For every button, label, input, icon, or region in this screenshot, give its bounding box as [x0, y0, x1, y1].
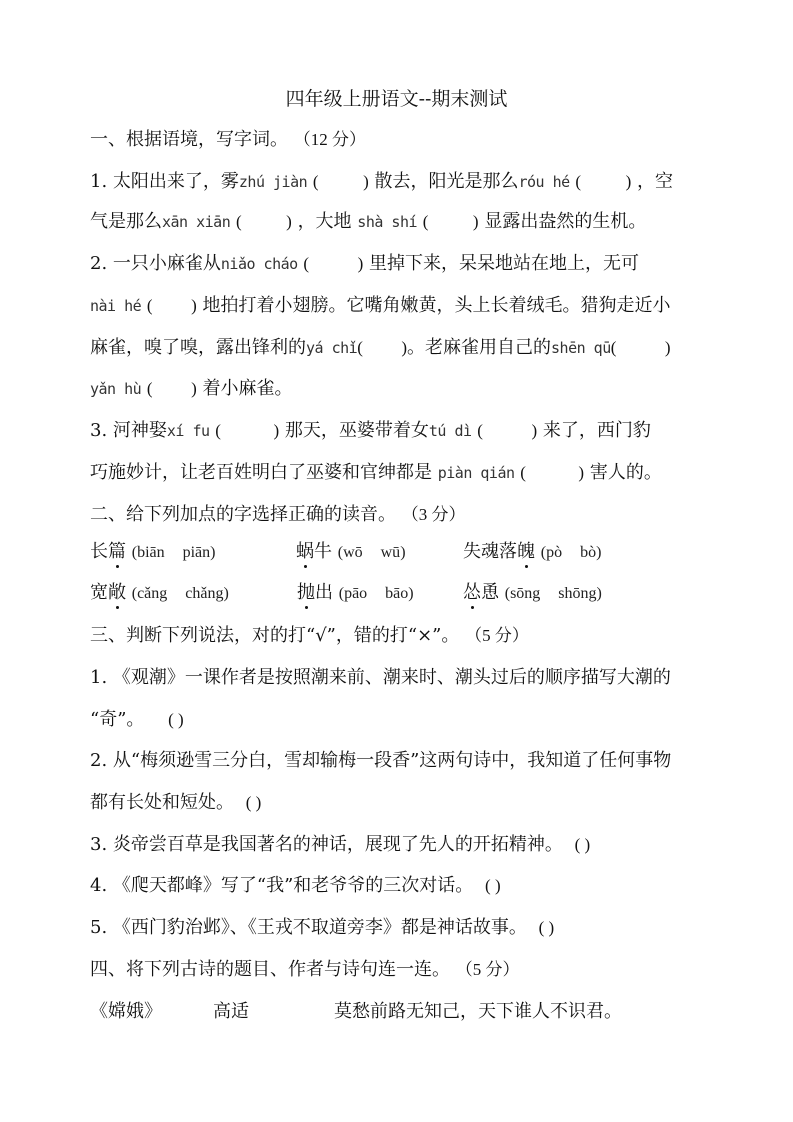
section-1-heading — [90, 128, 366, 152]
text: 麻雀，嗅了嗅，露出锋利的 — [90, 337, 306, 358]
answer-blank[interactable]: ( ) — [520, 463, 585, 482]
section-heading-text: 四、将下列古诗的题目、作者与诗句连一连。 — [90, 959, 450, 980]
pinyin: shēn qū — [551, 339, 611, 357]
answer-blank[interactable]: ( ) — [422, 212, 479, 231]
pinyin-options: (biān piān) — [131, 544, 216, 561]
pinyin-options: (sōng shōng) — [504, 585, 602, 602]
statement-text: 3. 炎帝尝百草是我国著名的神话，展现了先人的开拓精神。 — [90, 834, 563, 855]
dotted-char: 敞 — [108, 582, 126, 603]
pronunciation-item — [296, 540, 406, 565]
answer-blank[interactable]: ( ) — [312, 172, 369, 191]
pinyin-option[interactable]: chǎng — [185, 585, 224, 602]
text: 来了，西门豹 — [542, 420, 651, 441]
pinyin: piàn qián — [437, 464, 515, 482]
page-title: 四年级上册语文--期末测试 — [285, 88, 508, 110]
pinyin-option[interactable]: biān — [137, 544, 165, 561]
pinyin: zhú jiàn — [238, 173, 308, 191]
pronunciation-item — [90, 540, 215, 565]
q3-line-1 — [90, 419, 651, 443]
word: 恿 — [481, 582, 499, 603]
pinyin-option[interactable]: wō — [343, 544, 363, 561]
word: 宽 — [90, 582, 108, 603]
section-score: （3 分） — [401, 505, 466, 524]
answer-blank[interactable]: ( ) — [477, 421, 538, 440]
section-heading-text: 三、判断下列说法，对的打“√”，错的打“×”。 — [90, 625, 460, 646]
pronunciation-item — [297, 581, 414, 606]
pinyin-option[interactable]: bāo — [385, 585, 409, 602]
pinyin: yá chǐ — [306, 339, 358, 357]
judgement-item-2-line-1 — [90, 749, 671, 773]
pinyin: niǎo cháo — [220, 255, 298, 273]
poem-verse[interactable]: 莫愁前路无知己，天下谁人不识君。 — [334, 1001, 622, 1022]
dotted-char: 篇 — [108, 541, 126, 562]
q2-line-3 — [90, 336, 671, 360]
q1-line-2 — [90, 210, 646, 234]
judgement-item-2-line-2 — [90, 791, 261, 815]
answer-blank[interactable]: ( ) — [146, 296, 197, 315]
section-score: （5 分） — [465, 626, 529, 645]
pinyin-option[interactable]: bò — [580, 544, 597, 561]
section-2-heading — [90, 503, 465, 527]
pinyin-option[interactable]: cǎng — [137, 585, 168, 602]
pinyin: tú dì — [428, 422, 472, 440]
judgement-item-3 — [90, 833, 590, 857]
answer-paren[interactable]: ( ) — [538, 918, 555, 937]
pinyin: róu hé — [518, 173, 570, 191]
answer-paren[interactable]: ( ) — [168, 710, 184, 729]
text: 着小麻雀。 — [202, 378, 293, 399]
answer-blank[interactable]: ( ) — [215, 421, 280, 440]
q2-line-4 — [90, 377, 293, 401]
text: 气是那么 — [90, 211, 162, 232]
judgement-item-4 — [90, 874, 501, 898]
answer-blank[interactable]: ( ) — [357, 338, 408, 357]
answer-blank[interactable]: ( ) — [146, 379, 197, 398]
section-3-heading — [90, 624, 529, 648]
pinyin: nài hé — [90, 297, 142, 315]
answer-paren[interactable]: ( ) — [574, 835, 591, 854]
answer-blank[interactable]: ( ) — [575, 172, 632, 191]
pinyin-option[interactable]: sōng — [510, 585, 541, 602]
text: ，空 — [636, 171, 673, 192]
section-score: （5 分） — [455, 960, 520, 979]
pinyin-option[interactable]: pāo — [344, 585, 368, 602]
q2-line-1 — [90, 252, 639, 276]
text: 里掉下来，呆呆地站在地上，无可 — [369, 253, 639, 274]
statement-text: 5. 《西门豹治邺》、《王戎不取道旁李》都是神话故事。 — [90, 917, 527, 938]
pinyin-option[interactable]: wū — [380, 544, 401, 561]
answer-blank[interactable]: ( ) — [235, 212, 292, 231]
judgement-item-1-line-2 — [90, 708, 184, 732]
section-score: （12 分） — [293, 130, 366, 149]
pinyin-option[interactable]: shōng — [558, 585, 597, 602]
dotted-char: 魄 — [517, 541, 535, 562]
pinyin: yǎn hù — [90, 380, 142, 398]
dotted-char: 抛 — [297, 582, 315, 603]
statement-text: 都有长处和短处。 — [90, 792, 234, 813]
q3-line-2 — [90, 461, 662, 485]
text: ，大地 — [297, 211, 352, 232]
poem-title[interactable]: 《嫦娥》 — [90, 1001, 162, 1022]
pinyin-option[interactable]: piān — [182, 544, 211, 561]
text: 巧施妙计，让老百姓明白了巫婆和官绅都是 — [90, 462, 432, 483]
q2-line-2 — [90, 294, 671, 318]
pronunciation-item — [463, 540, 601, 565]
text: 那天，巫婆带着女 — [284, 420, 429, 441]
text: 散去，阳光是那么 — [374, 171, 519, 192]
judgement-item-5 — [90, 916, 554, 940]
statement-text: 4. 《爬天都峰》写了“我”和老爷爷的三次对话。 — [90, 875, 474, 896]
statement-text: 2. 从“梅须逊雪三分白，雪却输梅一段香”这两句诗中，我知道了任何事物 — [90, 750, 672, 771]
pinyin-options: (wō wū) — [337, 544, 406, 561]
q1-line-1 — [90, 170, 673, 194]
pinyin: shà shí — [357, 213, 418, 231]
word: 出 — [315, 582, 333, 603]
pinyin-options: (pò bò) — [540, 544, 602, 561]
text: 。老麻雀用自己的 — [407, 337, 552, 358]
judgement-item-1-line-1 — [90, 666, 671, 690]
pinyin: xān xiān — [162, 213, 231, 231]
section-4-heading — [90, 958, 519, 982]
pinyin-options: (cǎng chǎng) — [131, 585, 229, 602]
word: 失魂落 — [463, 541, 517, 562]
pronunciation-item — [90, 581, 229, 606]
text: 1. 太阳出来了，雾 — [90, 171, 239, 192]
text: 害人的。 — [589, 462, 662, 483]
pinyin-option[interactable]: pò — [546, 544, 563, 561]
answer-paren[interactable]: ( ) — [245, 793, 262, 812]
dotted-char: 怂 — [463, 582, 481, 603]
poem-author[interactable]: 高适 — [213, 1001, 249, 1022]
text: 2. 一只小麻雀从 — [90, 253, 221, 274]
word: 牛 — [314, 541, 332, 562]
text: 显露出盎然的生机。 — [484, 211, 647, 232]
text: 地拍打着小翅膀。它嘴角嫩黄，头上长着绒毛。猎狗走近小 — [202, 295, 671, 316]
answer-paren[interactable]: ( ) — [485, 876, 501, 895]
section-heading-text: 二、给下列加点的字选择正确的读音。 — [90, 504, 396, 525]
statement-text: 1. 《观潮》一课作者是按照潮来前、潮来时、潮头过后的顺序描写大潮的 — [90, 667, 671, 688]
section-heading-text: 一、根据语境，写字词。 — [90, 129, 288, 150]
word: 长 — [90, 541, 108, 562]
text: 3. 河神娶 — [90, 420, 167, 441]
answer-blank[interactable]: ( ) — [303, 254, 364, 273]
pinyin-options: (pāo bāo) — [338, 585, 414, 602]
answer-blank[interactable]: ( ) — [610, 338, 671, 357]
dotted-char: 蜗 — [296, 541, 314, 562]
statement-text: “奇”。 — [90, 709, 145, 730]
pronunciation-item — [463, 581, 602, 606]
pinyin: xí fu — [166, 422, 210, 440]
